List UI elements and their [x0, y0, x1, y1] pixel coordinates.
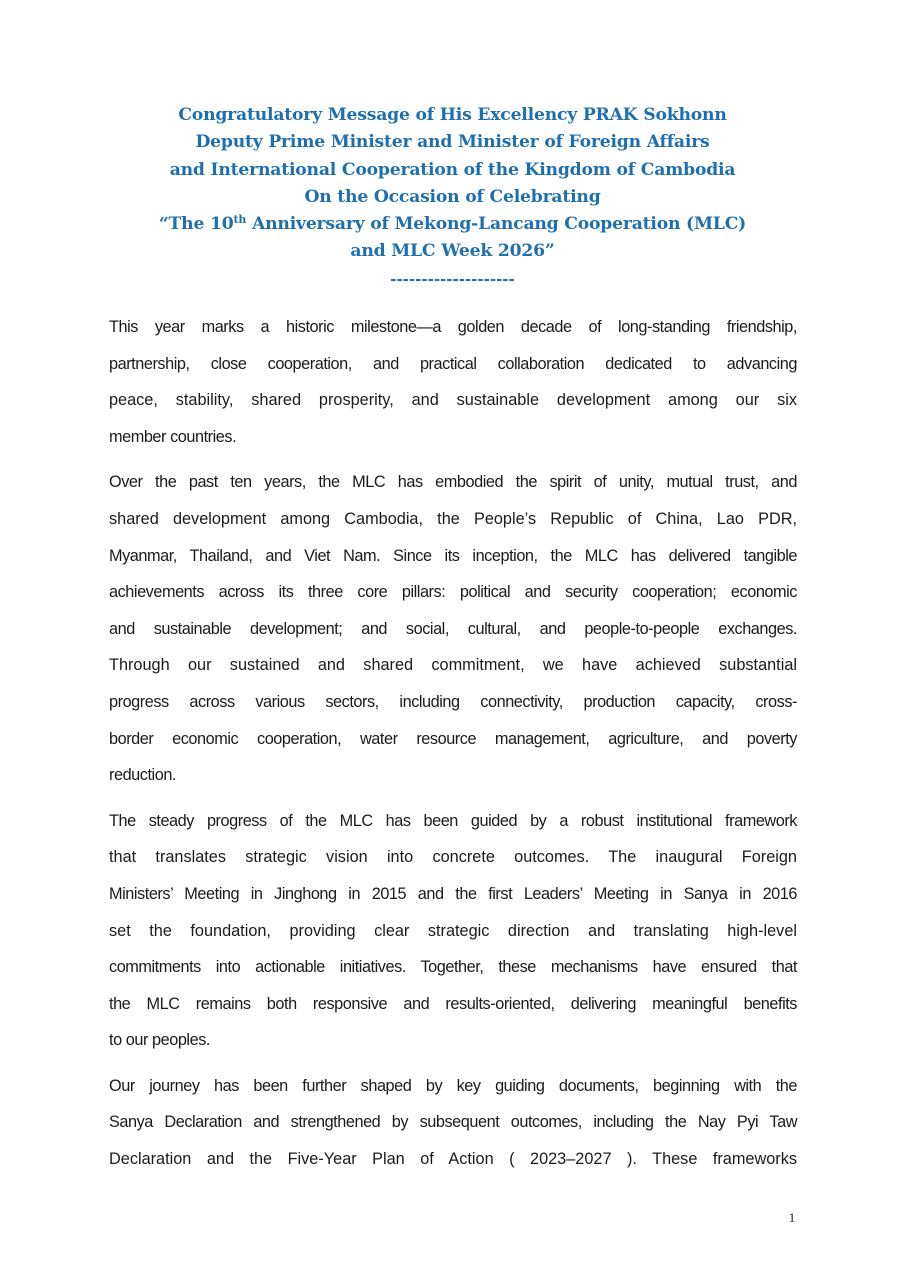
text-line: Our journey has been further shaped by key guiding documents, beginning with the: [109, 1076, 797, 1095]
title-line: and International Cooperation of the Kingdom of Cambodia: [169, 159, 736, 180]
page-number: 1: [788, 1210, 796, 1225]
text-line: achievements across its three core pillars: political and security cooperation; economic: [109, 583, 797, 602]
text-line: progress across various sectors, including connectivity, production capacity, cross-: [109, 692, 797, 711]
text-line: commitments into actionable initiatives. Together, these mechanisms have ensured that: [109, 958, 797, 977]
text-line: This year marks a historic milestone—a golden decade of long-standing friendship,: [109, 318, 797, 336]
text-line: border economic cooperation, water resource management, agriculture, and poverty: [109, 729, 797, 748]
text-line: Ministers’ Meeting in Jinghong in 2015 and the first Leaders’ Meeting in Sanya in 2016: [109, 884, 797, 903]
text-line: that translates strategic vision into concrete outcomes. The inaugural Foreign: [109, 848, 797, 867]
title-fragment: “The 10: [158, 214, 234, 235]
text-line: reduction.: [109, 766, 177, 785]
text-line: Declaration and the Five-Year Plan of Action ( 2023–2027 ). These frameworks: [109, 1150, 797, 1169]
title-line-anniversary: [100, 211, 805, 238]
text-line: set the foundation, providing clear strategic direction and translating high-level: [109, 921, 797, 940]
title-fragment: Anniversary of Mekong-Lancang Cooperation (MLC): [246, 214, 747, 235]
text-line: The steady progress of the MLC has been guided by a robust institutional framework: [109, 811, 797, 830]
text-line: Over the past ten years, the MLC has embodied the spirit of unity, mutual trust, and: [109, 473, 797, 492]
text-line: to our peoples.: [109, 1031, 210, 1050]
title-line: On the Occasion of Celebrating: [304, 186, 601, 207]
paragraph-2: [109, 468, 797, 797]
text-line: member countries.: [109, 427, 237, 446]
title-line: Deputy Prime Minister and Minister of Foreign Affairs: [195, 132, 710, 153]
text-line: peace, stability, shared prosperity, and sustainable development among our six: [109, 391, 797, 410]
message-body: [109, 313, 797, 1191]
paragraph-4: [109, 1072, 797, 1182]
text-line: partnership, close cooperation, and practical collaboration dedicated to advancing: [109, 354, 797, 373]
text-line: shared development among Cambodia, the People’s Republic of China, Lao PDR,: [109, 509, 797, 528]
text-line: Myanmar, Thailand, and Viet Nam. Since its inception, the MLC has delivered tangible: [109, 546, 797, 565]
title-line: Congratulatory Message of His Excellency PRAK Sokhonn: [178, 105, 727, 125]
message-title: [100, 102, 805, 293]
paragraph-1: [109, 313, 797, 459]
text-line: Sanya Declaration and strengthened by subsequent outcomes, including the Nay Pyi Taw: [109, 1113, 797, 1132]
text-line: Through our sustained and shared commitment, we have achieved substantial: [109, 656, 797, 675]
paragraph-3: [109, 807, 797, 1063]
title-separator: --------------------: [390, 269, 515, 288]
text-line: the MLC remains both responsive and results-oriented, delivering meaningful benefits: [109, 994, 797, 1013]
title-line: and MLC Week 2026”: [350, 241, 555, 262]
text-line: and sustainable development; and social, cultural, and people-to-people exchanges.: [109, 619, 797, 638]
title-superscript: th: [233, 213, 247, 227]
